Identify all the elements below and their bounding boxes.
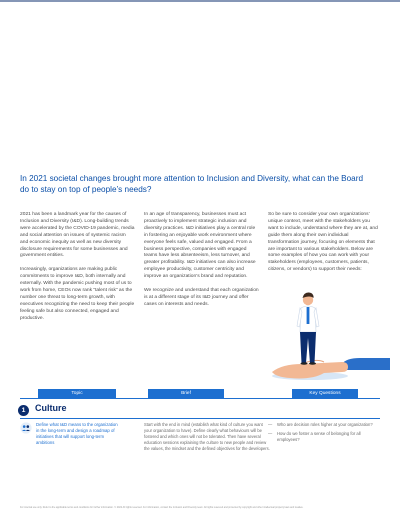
key-questions-list — [268, 422, 380, 446]
brief-text: Start with the end in mind (establish what kind of culture you want your organization to have). Define clearly what behaviours will be fostered and which ones will not be tolerated. Then have several education sessions explaining the culture to new people and review the values, the mindset and the defined objectives for the developers. — [144, 422, 270, 451]
body-column-2 — [144, 212, 259, 316]
column-header-brief: Brief — [148, 389, 224, 398]
blank-header-area — [0, 4, 400, 164]
paragraph: We recognize and understand that each organization is at a different stage of its I&D journey and offer cases on interests and needs. — [144, 288, 259, 307]
people-diversity-icon — [20, 422, 32, 434]
section-number: 1 — [18, 405, 29, 416]
section-title: Culture — [35, 403, 67, 413]
paragraph: In an age of transparency, businesses must act proactively to implement strategic inclusion and diversity practices. I&D initiatives play a central role in fostering an enjoyable work environment where everyone feels safe, valued and engaged. From a business perspective, companies with engaged teams have less absenteeism, less turnover, and greater profitability. I&D initiatives can also increase employee productivity, customer centricity and improve an organization’s brand and reputation. — [144, 212, 256, 280]
footer-note: For internal use only. Refer to the applicable terms and conditions for further information. © 2022 All rights reserved. For information, contact the Inclusion and Diversity team. All rights reserved and protected by copyright and other intellectual property laws and treaties. — [20, 506, 304, 509]
top-border — [0, 0, 400, 2]
paragraph: Increasingly, organizations are making public commitments to improve I&D, both internally and externally. With the pandemic pushing most of us to work from home, CEOs now rank “talent risk” as the number one threat to long-term growth, with executives recognizing the need to keep their people feeling safe but also connected, engaged and productive. — [20, 267, 135, 321]
section-divider — [20, 418, 380, 419]
paragraph: So be sure to consider your own organizations’ unique context, meet with the stakeholders you want to include, understand where they are at, and guide them along their own individual transformation journey, focusing on elements that are important to various stakeholders. Below are some examples of how you can work with your stakeholders (employees, customers, patients, citizens, or vendors) to support their needs: — [268, 212, 378, 273]
page-headline: In 2021 societal changes brought more attention to Inclusion and Diversity, what can the Board do to stay on top of people’s needs? — [20, 174, 364, 194]
column-header-topic: Topic — [38, 389, 116, 398]
list-item: — Who are decision roles higher at your organization? — [268, 422, 380, 428]
table-header-divider — [20, 398, 380, 399]
paragraph: 2021 has been a landmark year for the causes of Inclusion and Diversity (I&D). Long-building trends were accelerated by the COVID-19 pandemic, media and social attention on issues of systemic racism and economic inequity as well as new diversity disclosure requirements for some businesses and government entities. — [20, 212, 135, 259]
topic-text: Define what I&D means to the organization in the long-term and design a roadmap of initiatives that will support long-term ambitions — [36, 422, 118, 445]
column-header-key-questions: Key Questions — [292, 389, 358, 398]
list-item: — How do we foster a sense of belonging for all employees? — [268, 431, 380, 443]
hand-holding-person-illustration — [262, 272, 390, 394]
body-column-3 — [268, 212, 380, 281]
body-column-1 — [20, 212, 135, 330]
